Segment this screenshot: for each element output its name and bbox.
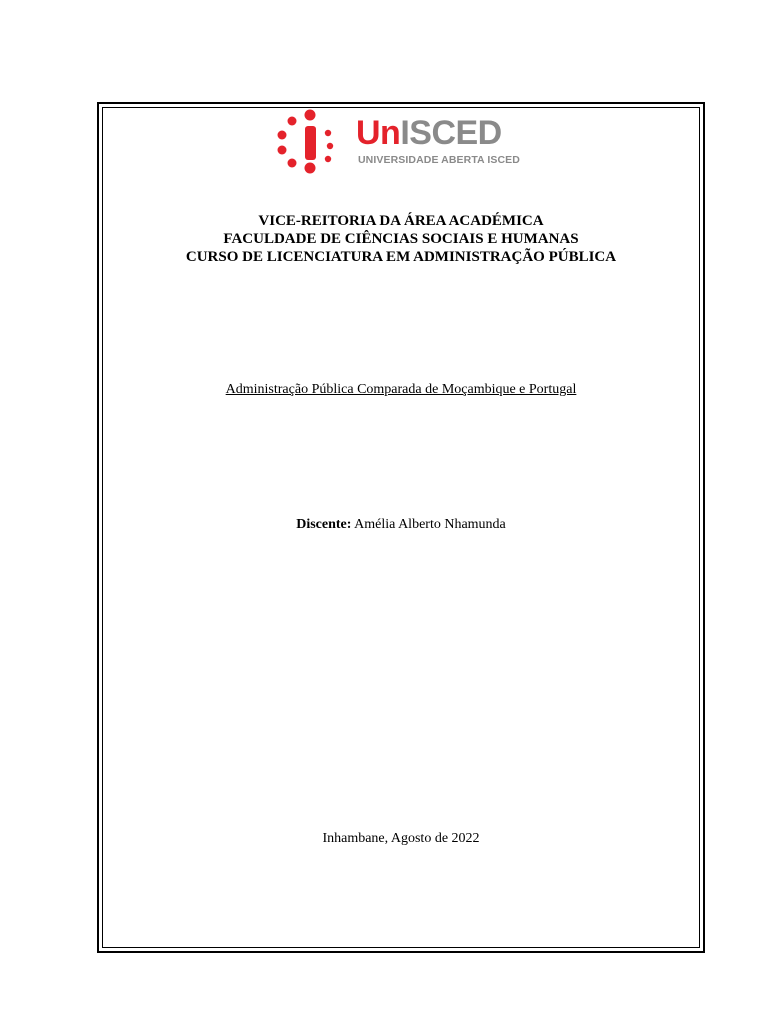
header-line-faculty: FACULDADE DE CIÊNCIAS SOCIAIS E HUMANAS xyxy=(223,231,579,247)
university-logo xyxy=(270,108,540,174)
logo-wordmark xyxy=(356,116,502,150)
logo-wordmark-isced: ISCED xyxy=(400,114,502,152)
header-line-course: CURSO DE LICENCIATURA EM ADMINISTRAÇÃO PÚBLICA xyxy=(185,249,617,265)
header-line-vice-rectorate: VICE-REITORIA DA ÁREA ACADÉMICA xyxy=(258,213,544,229)
institution-header xyxy=(100,212,702,266)
logo-wordmark-un: Un xyxy=(356,114,401,152)
logo-dots-icon xyxy=(270,108,350,174)
document-title xyxy=(100,381,702,399)
student-name: Amélia Alberto Nhamunda xyxy=(354,517,506,532)
place-and-date: Inhambane, Agosto de 2022 xyxy=(322,831,480,846)
document-title-text: Administração Pública Comparada de Moçambique e Portugal xyxy=(225,382,577,397)
student-info xyxy=(100,516,702,534)
logo-tagline: UNIVERSIDADE ABERTA ISCED xyxy=(358,154,520,166)
student-label: Discente: xyxy=(296,517,352,532)
